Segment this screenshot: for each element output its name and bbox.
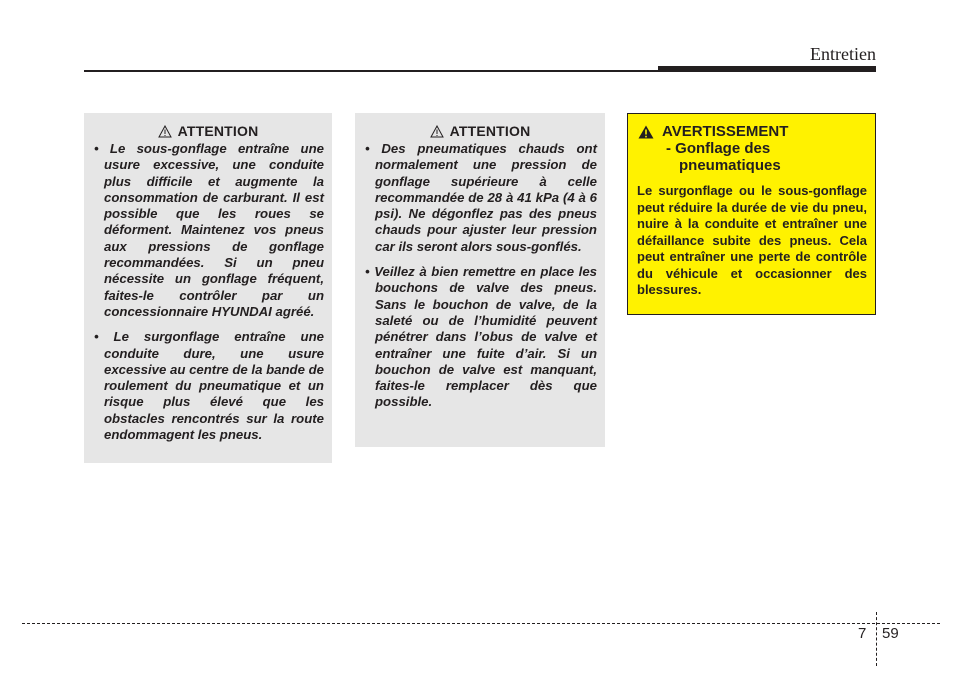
caution-box-hot-tires — [355, 113, 605, 447]
header-rule-thick — [658, 66, 876, 72]
warning-body: Le surgonflage ou le sous-gonflage peut réduire la durée de vie du pneu, nuire à la conduite et entraîner une défaillance subite des pneus. Cela peut entraîner une perte de contrôle du véhicule et occasionner des blessures. — [637, 183, 867, 297]
caution-heading-row — [84, 123, 332, 139]
footer-rule — [22, 623, 940, 624]
list-item: • Des pneumatiques chauds ont normalement une pression de gonflage supérieure à celle recommandée de 28 à 41 kPa (4 à 6 psi). Ne dégonflez pas des pneus chauds pour ajuster leur pression car ils seront alors sous-gonflés. — [365, 141, 597, 254]
caution-list — [84, 141, 332, 443]
list-item: • Veillez à bien remettre en place les bouchons de valve des pneus. Sans le bouchon de valve, de la saleté ou de l’humidité peuvent pénétrer dans l’obus de valve et entraîner une fuite d’air. Si un bouchon de valve est manquant, faites-le remplacer dès que possible. — [365, 264, 597, 410]
caution-heading: ATTENTION — [449, 123, 531, 139]
chapter-number: 7 — [858, 625, 867, 642]
page-number: 59 — [882, 625, 899, 642]
caution-heading-row — [355, 123, 605, 139]
caution-list — [355, 141, 605, 411]
warning-heading-row — [638, 123, 875, 174]
header-rule — [84, 70, 659, 72]
warning-triangle-icon — [158, 125, 172, 138]
list-item: • Le sous-gonflage entraîne une usure excessive, une conduite plus difficile et augmente la consommation de carburant. Il est possible que les roues se déforment. Maintenez vos pneus aux pressions de gonflage recommandées. Si un pneu nécessite un gonflage fréquent, faites-le contrôler par un concessionnaire HYUNDAI agréé. — [94, 141, 324, 319]
warning-box-tire-inflation — [627, 113, 876, 315]
warning-triangle-filled-icon — [638, 125, 654, 139]
caution-box-underinflation — [84, 113, 332, 463]
warning-subheading: - Gonflage des pneumatiques — [666, 140, 781, 174]
page-header-title: Entretien — [810, 44, 876, 64]
warning-heading: AVERTISSEMENT — [662, 123, 789, 140]
list-item: • Le surgonflage entraîne une conduite dure, une usure excessive au centre de la bande de roulement du pneumatique et un risque plus élevé que les obstacles rencontrés sur la route endommagent les pneus. — [94, 329, 324, 443]
warning-triangle-icon — [430, 125, 444, 138]
caution-heading: ATTENTION — [177, 123, 259, 139]
footer-divider — [876, 612, 877, 666]
